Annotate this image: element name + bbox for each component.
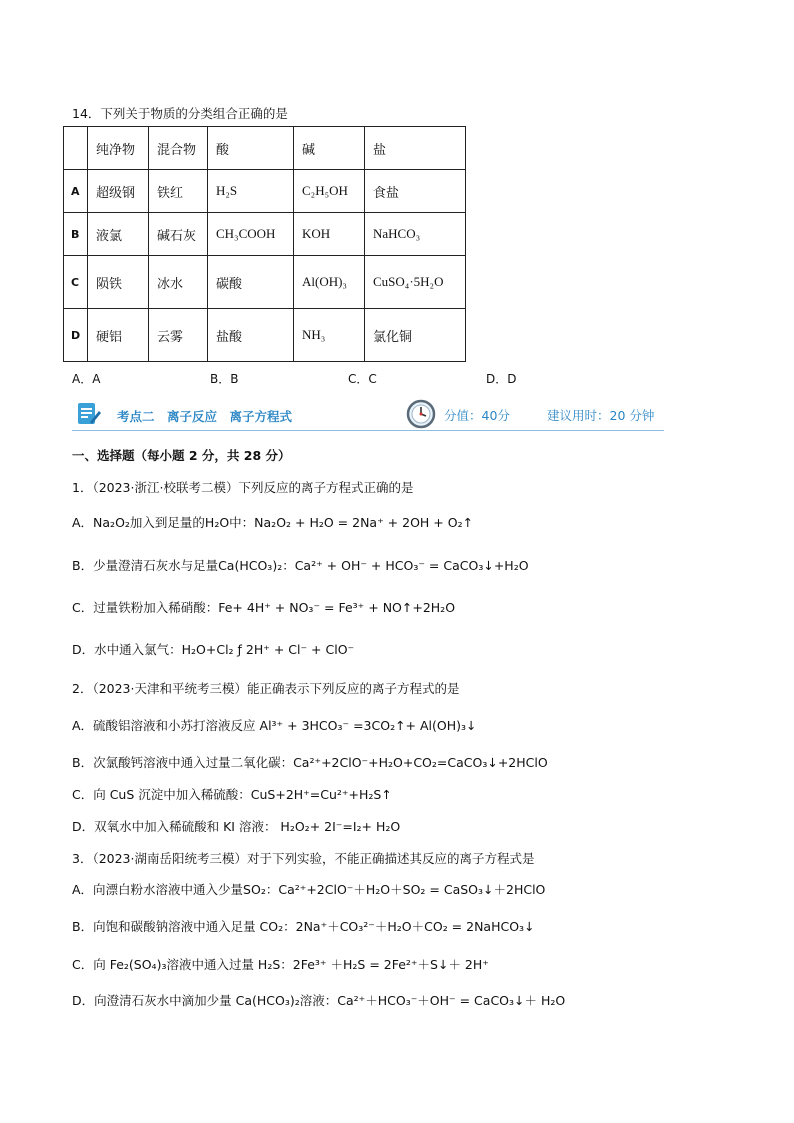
question-14-stem: 14．下列关于物质的分类组合正确的是 [72,106,288,121]
table-cell: 液氯 [88,213,149,256]
table-cell: 铁红 [149,170,208,213]
section-heading: 一、选择题（每小题 2 分，共 28 分） [72,448,291,463]
question-3-option-c[interactable]: C．向 Fe₂(SO₄)₃溶液中通入过量 H₂S：2Fe³⁺ ＋H₂S = 2Fe²⁺＋S↓＋ 2H⁺ [72,957,489,972]
table-cell: 陨铁 [88,256,149,309]
question-1-option-a[interactable]: A．Na₂O₂加入到足量的H₂O中：Na₂O₂ + H₂O = 2Na⁺ + 2OH + O₂↑ [72,515,474,530]
table-cell: 碳酸 [208,256,294,309]
table-header-cell [64,127,88,170]
table-cell: 碱石灰 [149,213,208,256]
question-2-option-c[interactable]: C．向 CuS 沉淀中加入稀硫酸：CuS+2H⁺=Cu²⁺+H₂S↑ [72,787,392,802]
row-label: D [64,309,88,362]
score-label: 分值：40分 [444,408,510,423]
row-label: C [64,256,88,309]
option-c[interactable]: C．C [348,372,377,386]
question-1-option-c[interactable]: C．过量铁粉加入稀硝酸：Fe+ 4H⁺ + NO₃⁻ = Fe³⁺ + NO↑+2H₂O [72,600,456,615]
divider [72,430,664,431]
row-label: B [64,213,88,256]
question-2-option-a[interactable]: A．硫酸铝溶液和小苏打溶液反应 Al³⁺ + 3HCO₃⁻ =3CO₂↑+ Al(OH)₃↓ [72,718,477,733]
table-cell: KOH [294,213,365,256]
table-header-cell: 盐 [365,127,466,170]
table-cell: 盐酸 [208,309,294,362]
section-banner [72,397,664,431]
question-2-option-b[interactable]: B．次氯酸钙溶液中通入过量二氧化碳：Ca²⁺+2ClO⁻+H₂O+CO₂=CaCO₃↓+2HClO [72,755,548,770]
table-header-cell: 酸 [208,127,294,170]
question-1-stem: 1．（2023·浙江·校联考二模）下列反应的离子方程式正确的是 [72,480,414,495]
question-1-option-d[interactable]: D．水中通入氯气：H₂O+Cl₂ ƒ 2H⁺ + Cl⁻ + ClO⁻ [72,642,355,657]
table-cell: NaHCO₃ [365,213,466,256]
table-row [64,170,466,213]
question-1-option-b[interactable]: B．少量澄清石灰水与足量Ca(HCO₃)₂：Ca²⁺ + OH⁻ + HCO₃⁻ = CaCO₃↓+H₂O [72,558,529,573]
table-cell: 超级钢 [88,170,149,213]
table-cell: CH₃COOH [208,213,294,256]
table-header-cell: 纯净物 [88,127,149,170]
table-cell: 硬铝 [88,309,149,362]
option-b[interactable]: B．B [210,372,239,386]
notepad-icon [76,400,102,428]
table-row [64,256,466,309]
table-header-cell: 混合物 [149,127,208,170]
clock-icon [406,399,436,429]
table-row [64,309,466,362]
classification-table [63,126,466,362]
table-header-row [64,127,466,170]
table-cell: CuSO₄·5H₂O [365,256,466,309]
question-2-stem: 2．（2023·天津和平统考三模）能正确表示下列反应的离子方程式的是 [72,681,460,696]
question-2-option-d[interactable]: D．双氧水中加入稀硫酸和 KI 溶液： H₂O₂+ 2I⁻=I₂+ H₂O [72,819,401,834]
table-cell: C₂H₅OH [294,170,365,213]
table-cell: H₂S [208,170,294,213]
table-cell: NH₃ [294,309,365,362]
option-a[interactable]: A．A [72,372,101,386]
table-cell: Al(OH)₃ [294,256,365,309]
question-3-stem: 3．（2023·湖南岳阳统考三模）对于下列实验，不能正确描述其反应的离子方程式是 [72,851,535,866]
table-row [64,213,466,256]
table-cell: 食盐 [365,170,466,213]
question-3-option-a[interactable]: A．向漂白粉水溶液中通入少量SO₂：Ca²⁺+2ClO⁻＋H₂O＋SO₂ = CaSO₃↓＋2HClO [72,882,546,897]
table-header-cell: 碱 [294,127,365,170]
table-cell: 冰水 [149,256,208,309]
question-3-option-d[interactable]: D．向澄清石灰水中滴加少量 Ca(HCO₃)₂溶液：Ca²⁺＋HCO₃⁻＋OH⁻ = CaCO₃↓＋ H₂O [72,993,566,1008]
question-3-option-b[interactable]: B．向饱和碳酸钠溶液中通入足量 CO₂：2Na⁺＋CO₃²⁻＋H₂O＋CO₂ = 2NaHCO₃↓ [72,919,535,934]
option-d[interactable]: D．D [486,372,517,386]
row-label: A [64,170,88,213]
table-cell: 氯化铜 [365,309,466,362]
time-label: 建议用时：20 分钟 [547,408,655,423]
table-cell: 云雾 [149,309,208,362]
section-title: 考点二 离子反应 离子方程式 [117,409,293,424]
